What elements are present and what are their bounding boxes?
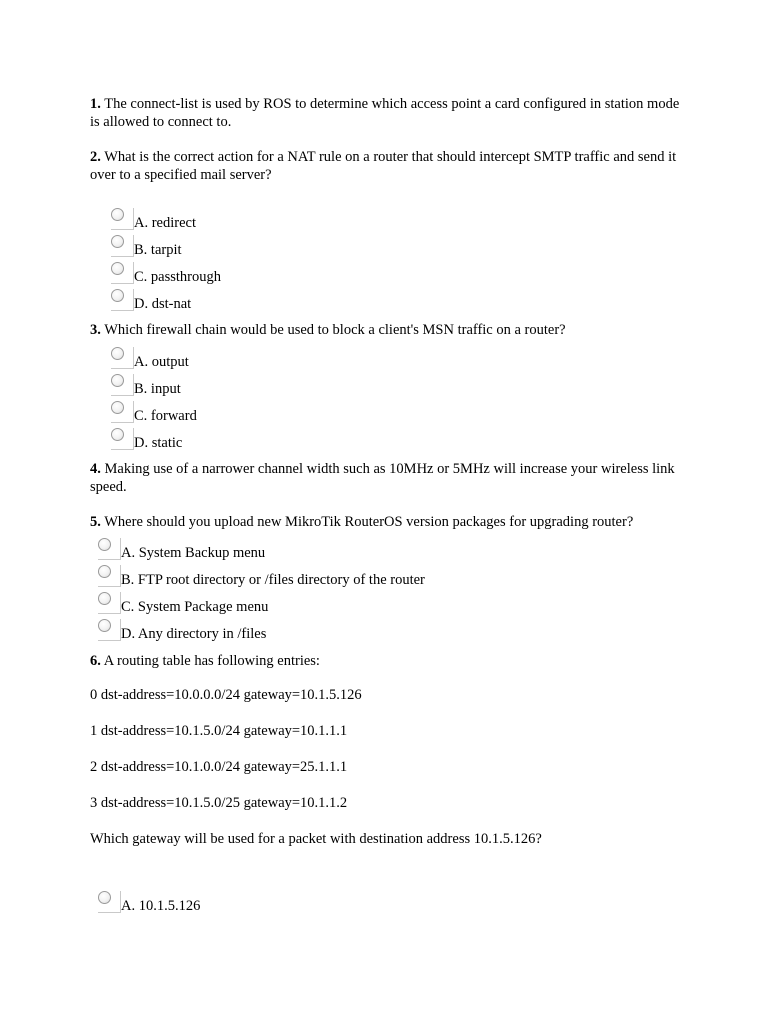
option-label: A. System Backup menu (121, 545, 266, 561)
option-label: D. dst-nat (134, 296, 192, 312)
option-label: A. redirect (134, 215, 196, 231)
question-number: 4. (90, 461, 101, 477)
route-entry: 1 dst-address=10.1.5.0/24 gateway=10.1.1.1 (90, 723, 348, 739)
radio-button-icon[interactable] (98, 592, 111, 605)
option-label: B. tarpit (134, 242, 182, 258)
question-text: Which firewall chain would be used to block a client's MSN traffic on a router? (104, 322, 566, 338)
question-number: 1. (90, 96, 101, 112)
radio-button-icon[interactable] (111, 374, 124, 387)
option-label: A. output (134, 354, 189, 370)
route-entry: 0 dst-address=10.0.0.0/24 gateway=10.1.5.126 (90, 687, 362, 703)
question-text: A routing table has following entries: (103, 653, 320, 669)
option-label: B. FTP root directory or /files directory of the router (121, 572, 425, 588)
question-number: 6. (90, 653, 101, 669)
option-label: D. Any directory in /files (121, 626, 267, 642)
question-text: What is the correct action for a NAT rule on a router that should intercept SMTP traffic and send it over to a specified mail server? (90, 149, 677, 183)
route-entry: 2 dst-address=10.1.0.0/24 gateway=25.1.1.1 (90, 759, 348, 775)
question-number: 3. (90, 322, 101, 338)
option-label: C. forward (134, 408, 197, 424)
question-number: 2. (90, 149, 101, 165)
radio-button-icon[interactable] (111, 428, 124, 441)
question-text: Making use of a narrower channel width such as 10MHz or 5MHz will increase your wireless link speed. (90, 461, 675, 495)
radio-button-icon[interactable] (111, 347, 124, 360)
question-6 (90, 652, 680, 670)
question-text: The connect-list is used by ROS to determine which access point a card configured in station mode is allowed to connect to. (90, 96, 680, 130)
option-label: C. System Package menu (121, 599, 269, 615)
question-1 (90, 95, 680, 131)
radio-button-icon[interactable] (111, 401, 124, 414)
question-5 (90, 513, 680, 531)
option-label: C. passthrough (134, 269, 221, 285)
radio-button-icon[interactable] (98, 891, 111, 904)
radio-button-icon[interactable] (111, 235, 124, 248)
radio-button-icon[interactable] (111, 208, 124, 221)
radio-button-icon[interactable] (98, 619, 111, 632)
question-3 (90, 321, 680, 339)
radio-button-icon[interactable] (111, 289, 124, 302)
route-entry: 3 dst-address=10.1.5.0/25 gateway=10.1.1.2 (90, 795, 348, 811)
question-2 (90, 148, 680, 184)
radio-button-icon[interactable] (111, 262, 124, 275)
option-label: B. input (134, 381, 181, 397)
radio-button-icon[interactable] (98, 565, 111, 578)
question-number: 5. (90, 514, 101, 530)
question-prompt: Which gateway will be used for a packet with destination address 10.1.5.126? (90, 831, 542, 847)
radio-button-icon[interactable] (98, 538, 111, 551)
option-label: A. 10.1.5.126 (121, 898, 201, 914)
option-label: D. static (134, 435, 183, 451)
question-4 (90, 460, 680, 496)
question-text: Where should you upload new MikroTik RouterOS version packages for upgrading router? (104, 514, 634, 530)
